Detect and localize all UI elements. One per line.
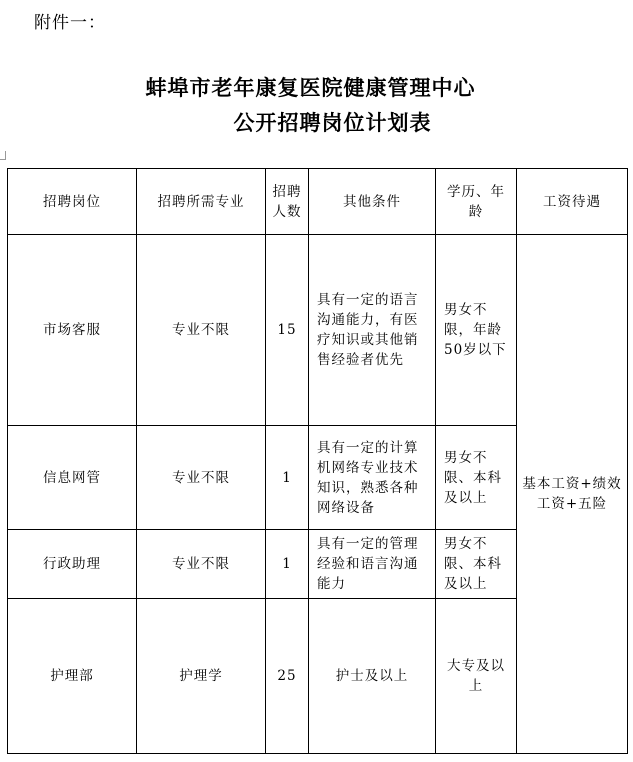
cell-conditions: 护士及以上 [309, 599, 436, 754]
cell-education: 男女不限、本科及以上 [436, 530, 517, 599]
cell-count: 15 [266, 235, 309, 426]
cell-major: 专业不限 [137, 530, 266, 599]
cell-count: 25 [266, 599, 309, 754]
cell-position: 行政助理 [8, 530, 137, 599]
cell-position: 护理部 [8, 599, 137, 754]
header-position: 招聘岗位 [8, 169, 137, 235]
cell-education: 大专及以上 [436, 599, 517, 754]
cell-major: 专业不限 [137, 235, 266, 426]
cell-salary: 基本工资+绩效工资+五险 [517, 235, 628, 754]
header-count: 招聘人数 [266, 169, 309, 235]
cell-conditions: 具有一定的语言沟通能力，有医疗知识或其他销售经验者优先 [309, 235, 436, 426]
cell-count: 1 [266, 530, 309, 599]
cell-conditions: 具有一定的管理经验和语言沟通能力 [309, 530, 436, 599]
table-header-row [8, 169, 628, 235]
recruitment-plan-table [7, 168, 628, 754]
cell-major: 护理学 [137, 599, 266, 754]
table-row [8, 235, 628, 426]
table-anchor-marker [0, 151, 6, 160]
header-major: 招聘所需专业 [137, 169, 266, 235]
header-education: 学历、年龄 [436, 169, 517, 235]
header-salary: 工资待遇 [517, 169, 628, 235]
cell-education: 男女不限、本科及以上 [436, 426, 517, 530]
document-subtitle: 公开招聘岗位计划表 [233, 111, 432, 135]
cell-position: 市场客服 [8, 235, 137, 426]
cell-conditions: 具有一定的计算机网络专业技术知识，熟悉各种网络设备 [309, 426, 436, 530]
attachment-label: 附件一： [34, 13, 106, 33]
cell-major: 专业不限 [137, 426, 266, 530]
cell-count: 1 [266, 426, 309, 530]
cell-education: 男女不限，年龄50岁以下 [436, 235, 517, 426]
header-conditions: 其他条件 [309, 169, 436, 235]
document-title: 蚌埠市老年康复医院健康管理中心 [145, 76, 476, 100]
cell-position: 信息网管 [8, 426, 137, 530]
